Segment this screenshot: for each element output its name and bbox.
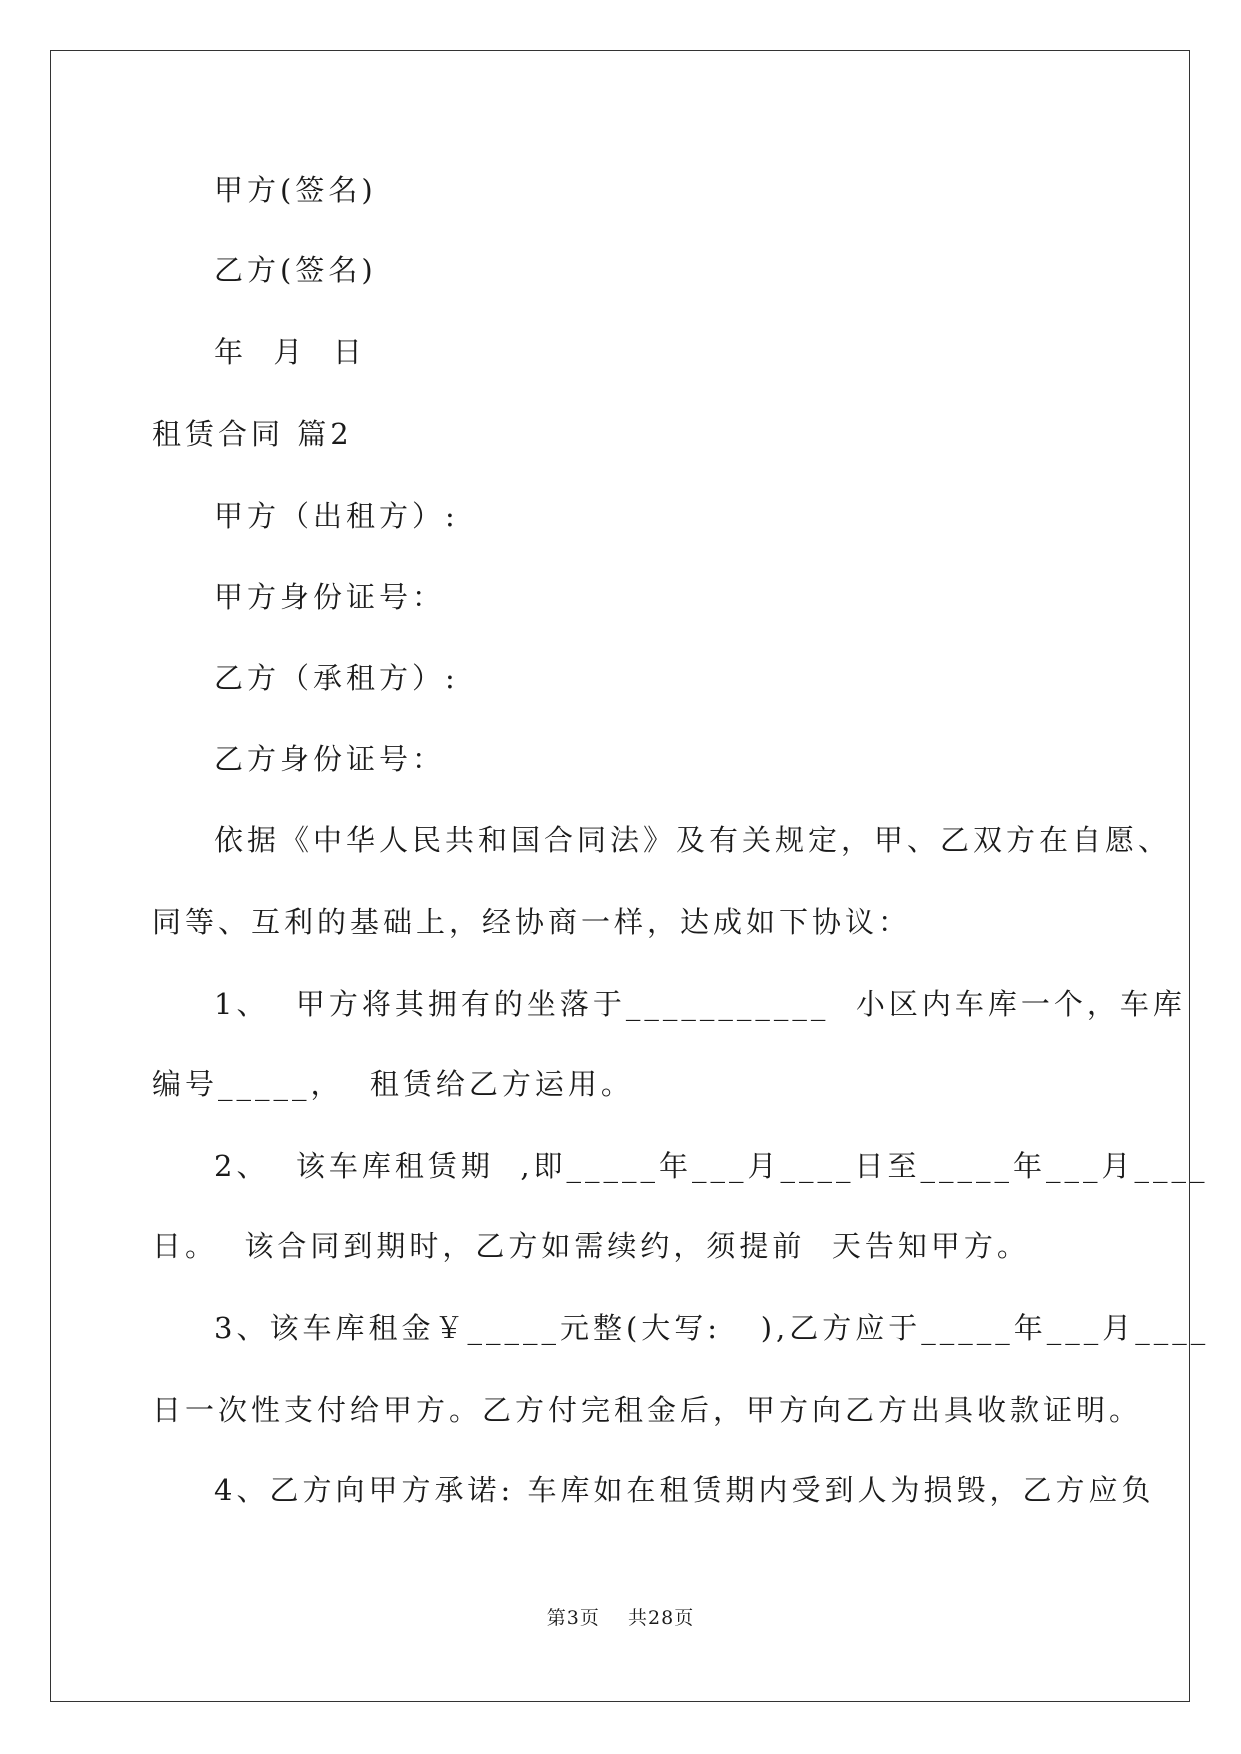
clause-1-line-2: 编号_____， 租赁给乙方运用。: [152, 1067, 634, 1101]
party-b-lessee: 乙方（承租方）:: [214, 661, 459, 695]
clause-4-line-1: 4、乙方向甲方承诺: 车库如在租赁期内受到人为损毁，乙方应负: [214, 1473, 1155, 1507]
preamble-line-2: 同等、互利的基础上，经协商一样，达成如下协议：: [152, 905, 912, 939]
page-border: [50, 50, 1190, 1702]
clause-3-line-1: 3、该车库租金￥_____元整(大写: ),乙方应于_____年___月____: [214, 1311, 1210, 1345]
party-b-id: 乙方身份证号：: [214, 742, 446, 776]
section-heading: 租赁合同 篇2: [152, 417, 353, 451]
party-a-lessor: 甲方（出租方）:: [214, 499, 459, 533]
signature-party-a: 甲方(签名): [214, 173, 377, 207]
signature-party-b: 乙方(签名): [214, 253, 377, 287]
page-number-footer: 第3页 共28页: [546, 1607, 695, 1629]
clause-1-line-1: 1、 甲方将其拥有的坐落于___________ 小区内车库一个，车库: [214, 987, 1186, 1021]
party-a-id: 甲方身份证号：: [214, 580, 446, 614]
clause-3-line-2: 日一次性支付给甲方。乙方付完租金后，甲方向乙方出具收款证明。: [152, 1393, 1143, 1427]
signature-date: 年 月 日: [214, 335, 366, 369]
clause-2-line-2: 日。 该合同到期时，乙方如需续约，须提前 天告知甲方。: [152, 1229, 1030, 1263]
preamble-line-1: 依据《中华人民共和国合同法》及有关规定，甲、乙双方在自愿、: [214, 823, 1172, 857]
clause-2-line-1: 2、 该车库租赁期 ,即_____年___月____日至_____年___月____: [214, 1149, 1209, 1183]
